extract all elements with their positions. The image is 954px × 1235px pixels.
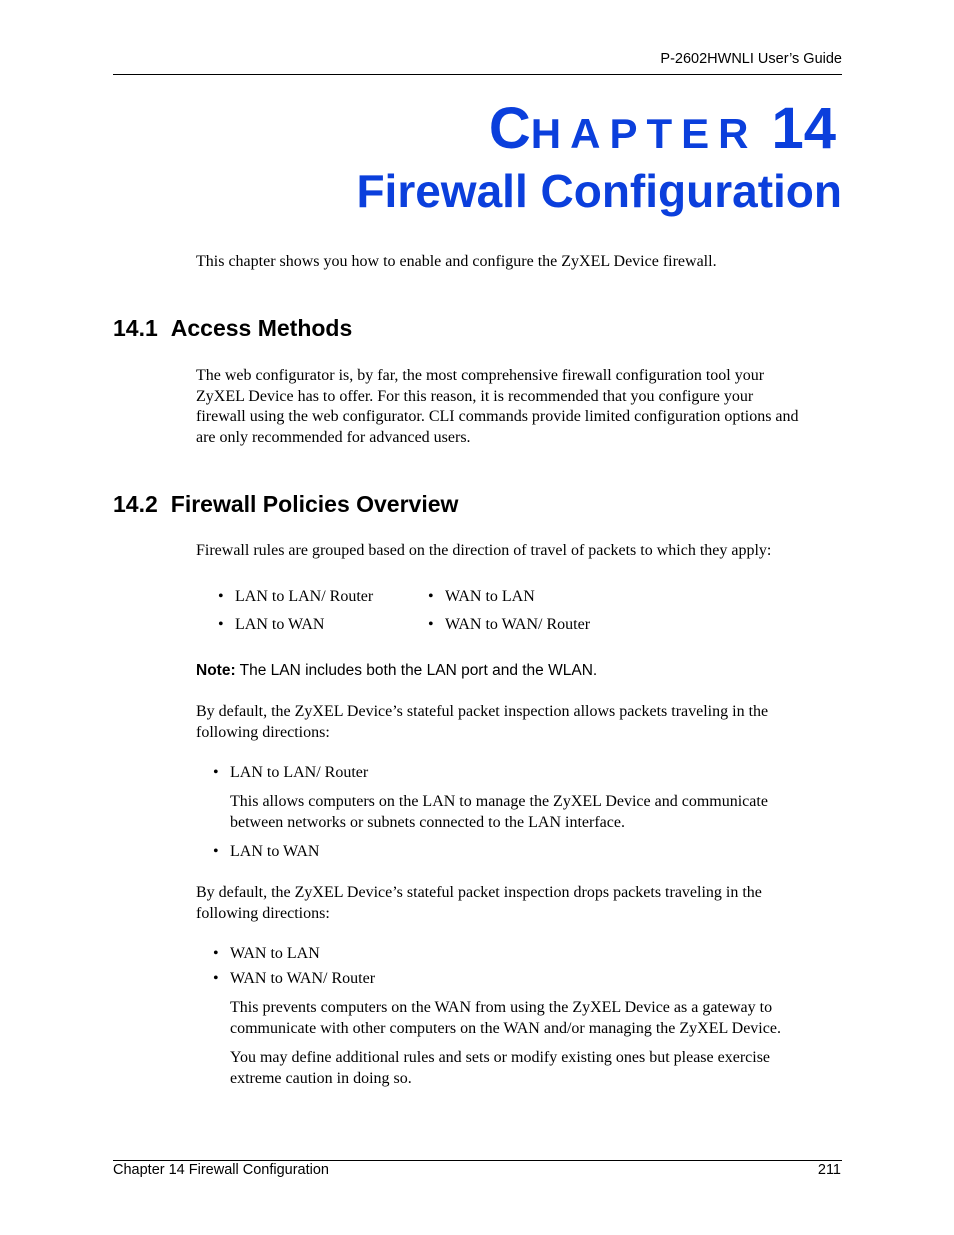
paragraph-line: are only recommended for advanced users. (196, 428, 471, 446)
list-item-text: WAN to LAN (445, 588, 535, 605)
footer-chapter-title: Chapter 14 Firewall Configuration (113, 1162, 329, 1178)
paragraph-line: between networks or subnets connected to the LAN interface. (230, 813, 625, 831)
chapter-title: Firewall Configuration (356, 165, 842, 217)
list-item-text: WAN to LAN (230, 945, 320, 962)
paragraph-line: This prevents computers on the WAN from using the ZyXEL Device as a gateway to (230, 999, 773, 1016)
chapter-intro: This chapter shows you how to enable and configure the ZyXEL Device firewall. (196, 253, 717, 270)
bullet-glyph: • (428, 616, 434, 633)
list-item (213, 969, 376, 990)
policies-intro: Firewall rules are grouped based on the direction of travel of packets to which they apply: (196, 542, 772, 559)
paragraph-line: following directions: (196, 904, 330, 922)
bullet-glyph: • (213, 945, 219, 962)
list-item-description (230, 998, 850, 1039)
paragraph-line: The web configurator is, by far, the most comprehensive firewall configuration tool your (196, 367, 765, 384)
access-methods-paragraph (196, 366, 846, 448)
section-number: 14.1 (113, 315, 158, 341)
bullet-glyph: • (213, 764, 219, 781)
chapter-label-rest: HAPTER (530, 110, 758, 157)
bullet-glyph: • (428, 588, 434, 605)
list-item (428, 615, 591, 636)
section-title: Firewall Policies Overview (170, 491, 459, 517)
list-item-text: LAN to LAN/ Router (230, 764, 369, 781)
note (196, 661, 597, 681)
paragraph-line: This allows computers on the LAN to manage the ZyXEL Device and communicate (230, 793, 768, 810)
paragraph-line: ZyXEL Device has to offer. For this reason, it is recommended that you configure your (196, 387, 754, 405)
header-rule (113, 74, 842, 75)
note-text: The LAN includes both the LAN port and the WLAN. (235, 662, 598, 679)
section-title: Access Methods (170, 315, 353, 341)
list-item-description (230, 792, 850, 833)
list-item-text: WAN to WAN/ Router (445, 616, 591, 633)
note-label: Note: (196, 662, 236, 679)
list-item-text: LAN to LAN/ Router (235, 588, 374, 605)
paragraph-line: extreme caution in doing so. (230, 1069, 412, 1087)
list-item-text: LAN to WAN (230, 843, 320, 860)
chapter-label (488, 96, 836, 161)
paragraph-line: By default, the ZyXEL Device’s stateful packet inspection drops packets traveling in the (196, 884, 762, 901)
chapter-number: 14 (771, 96, 836, 161)
list-item (213, 842, 320, 863)
page-number: 211 (817, 1162, 841, 1178)
chapter-label-initial: C (488, 96, 531, 161)
footer-rule (113, 1160, 842, 1161)
list-item (218, 615, 325, 636)
paragraph-line: following directions: (196, 723, 330, 741)
paragraph-line: By default, the ZyXEL Device’s stateful packet inspection allows packets traveling in the (196, 703, 769, 720)
allow-paragraph (196, 702, 846, 743)
list-item (213, 763, 369, 784)
list-item (218, 587, 374, 608)
section-heading-access-methods (113, 314, 352, 342)
bullet-glyph: • (213, 970, 219, 987)
list-item-text: LAN to WAN (235, 616, 325, 633)
list-item-text: WAN to WAN/ Router (230, 970, 376, 987)
list-item (213, 944, 320, 965)
list-item-description (230, 1048, 850, 1089)
drop-paragraph (196, 883, 846, 924)
paragraph-line: You may define additional rules and sets or modify existing ones but please exercise (230, 1049, 771, 1066)
bullet-glyph: • (213, 843, 219, 860)
list-item (428, 587, 535, 608)
bullet-glyph: • (218, 588, 224, 605)
section-heading-firewall-policies (113, 490, 458, 518)
bullet-glyph: • (218, 616, 224, 633)
paragraph-line: communicate with other computers on the WAN and/or managing the ZyXEL Device. (230, 1019, 781, 1037)
section-number: 14.2 (113, 491, 158, 517)
paragraph-line: firewall using the web configurator. CLI commands provide limited configuration options and (196, 408, 799, 425)
running-header: P-2602HWNLI User’s Guide (660, 51, 842, 67)
